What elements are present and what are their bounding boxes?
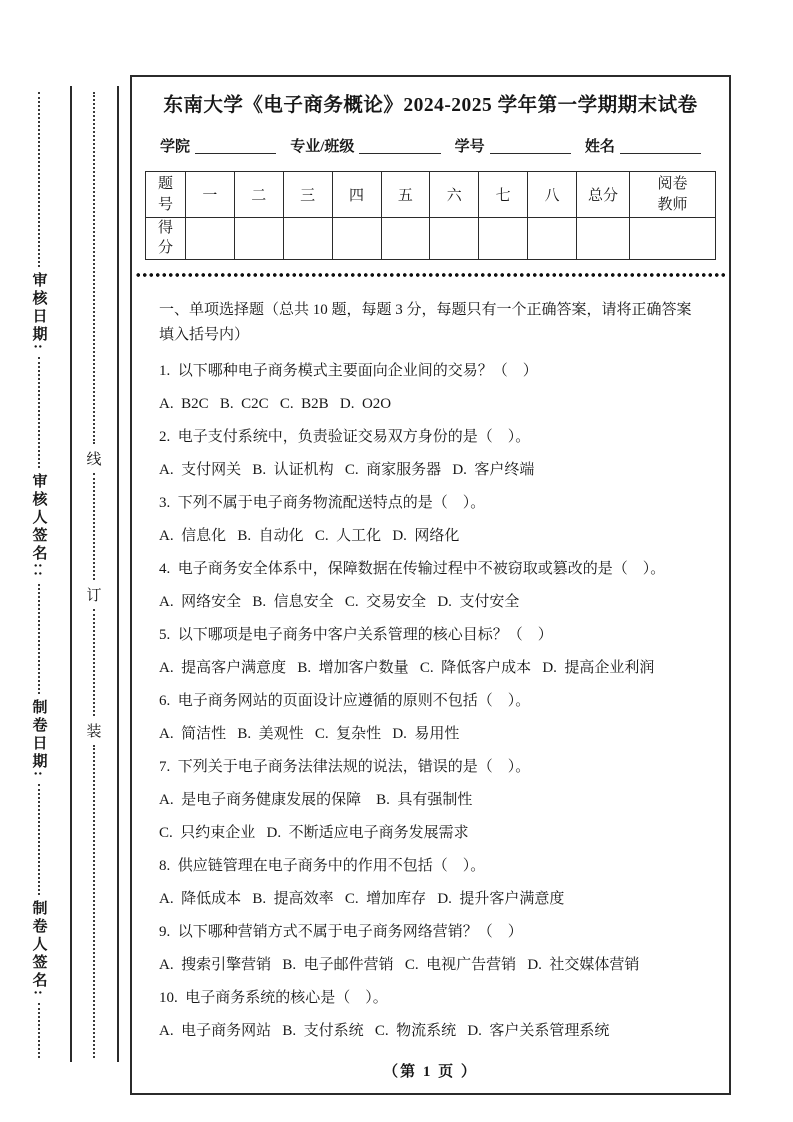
info-field-label: 学院: [160, 139, 191, 155]
score-table-empty-cell: [577, 218, 630, 260]
option-line: A. B2C B. C2C C. B2B D. O2O: [159, 395, 392, 412]
score-table-column-header: 六: [430, 172, 479, 218]
score-table-column-header: 八: [528, 172, 577, 218]
question-text: 8. 供应链管理在电子商务中的作用不包括（ ）。: [159, 857, 486, 874]
margin-label: 制卷日期:: [30, 699, 47, 780]
question-text: 6. 电子商务网站的页面设计应遵循的原则不包括（ ）。: [159, 692, 531, 709]
question-text: 5. 以下哪项是电子商务中客户关系管理的核心目标？（ ）: [159, 626, 553, 643]
score-table-column-header: 二: [234, 172, 283, 218]
score-table-score-label: 得分: [146, 218, 186, 260]
info-field-label: 姓名: [584, 139, 615, 155]
vertical-dotted-line: [38, 784, 40, 895]
margin-label: 审核日期:: [30, 272, 47, 353]
vertical-dotted-line: [38, 92, 40, 267]
score-table-column-header: 三: [283, 172, 332, 218]
option-line: A. 搜索引擎营销 B. 电子邮件营销 C. 电视广告营销 D. 社交媒体营销: [159, 956, 640, 973]
info-field-label: 学号: [454, 139, 485, 155]
option-line: C. 只约束企业 D. 不断适应电子商务发展需求: [159, 824, 469, 841]
vertical-dotted-line: [38, 357, 40, 468]
section-heading: 一、单项选择题（总共 10 题，每题 3 分，每题只有一个正确答案，请将正确答案填入括号内）: [159, 301, 692, 343]
option-line: A. 支付网关 B. 认证机构 C. 商家服务器 D. 客户终端: [159, 461, 535, 478]
option-line: A. 简洁性 B. 美观性 C. 复杂性 D. 易用性: [159, 725, 460, 742]
vertical-dotted-line: [93, 609, 95, 716]
binding-fold-column: [82, 92, 106, 1058]
score-table-empty-cell: [332, 218, 381, 260]
option-line: A. 提高客户满意度 B. 增加客户数量 C. 降低客户成本 D. 提高企业利润: [159, 659, 655, 676]
question-text: 3. 下列不属于电子商务物流配送特点的是（ ）。: [159, 494, 486, 511]
page-number: （第 1 页 ）: [383, 1064, 478, 1080]
score-table-column-header: 一: [186, 172, 235, 218]
score-table-empty-cell: [479, 218, 528, 260]
vertical-dotted-line: [93, 92, 95, 444]
info-field-blank: [620, 153, 701, 154]
vertical-dotted-line: [93, 473, 95, 580]
vertical-dotted-line: [38, 584, 40, 695]
info-field-blank: [195, 153, 276, 154]
score-table-empty-cell: [630, 218, 716, 260]
vertical-rule-left: [70, 86, 72, 1062]
margin-label: 审核人签名::: [30, 472, 47, 579]
margin-label-column: [20, 92, 58, 1058]
option-line: A. 电子商务网站 B. 支付系统 C. 物流系统 D. 客户关系管理系统: [159, 1022, 610, 1039]
score-table: [145, 171, 716, 260]
score-table-empty-cell: [186, 218, 235, 260]
score-table-column-header: 七: [479, 172, 528, 218]
info-field-label: 专业/班级: [290, 139, 355, 155]
student-info-row: [160, 134, 703, 156]
option-line: A. 网络安全 B. 信息安全 C. 交易安全 D. 支付安全: [159, 593, 520, 610]
info-field-blank: [490, 153, 571, 154]
questions-area: [159, 355, 703, 1048]
score-table-empty-cell: [234, 218, 283, 260]
question-text: 2. 电子支付系统中，负责验证交易双方身份的是（ ）。: [159, 428, 531, 445]
score-table-empty-cell: [283, 218, 332, 260]
exam-content: [159, 298, 703, 1048]
question-text: 4. 电子商务安全体系中，保障数据在传输过程中不被窃取或篡改的是（ ）。: [159, 560, 666, 577]
binding-fold-char: 装: [86, 724, 102, 741]
score-table-empty-cell: [528, 218, 577, 260]
vertical-dotted-line: [93, 745, 95, 1058]
score-table-grader-header: 阅卷教师: [630, 172, 716, 218]
option-line: A. 降低成本 B. 提高效率 C. 增加库存 D. 提升客户满意度: [159, 890, 565, 907]
vertical-rule-right: [117, 86, 119, 1062]
dotted-separator: [135, 273, 726, 277]
score-table-column-header: 四: [332, 172, 381, 218]
info-field-blank: [359, 153, 440, 154]
score-table-empty-cell: [381, 218, 430, 260]
question-text: 9. 以下哪种营销方式不属于电子商务网络营销？（ ）: [159, 923, 523, 940]
option-line: A. 信息化 B. 自动化 C. 人工化 D. 网络化: [159, 527, 460, 544]
question-text: 10. 电子商务系统的核心是（ ）。: [159, 989, 388, 1006]
score-table-column-header: 五: [381, 172, 430, 218]
question-text: 7. 下列关于电子商务法律法规的说法，错误的是（ ）。: [159, 758, 531, 775]
margin-label: 制卷人签名:: [30, 899, 47, 998]
binding-fold-char: 订: [86, 588, 102, 605]
exam-sheet: [130, 75, 731, 1095]
score-table-corner-cell: 题号: [146, 172, 186, 218]
binding-fold-char: 线: [86, 451, 102, 468]
exam-title: 东南大学《电子商务概论》2024-2025 学年第一学期期末试卷: [163, 95, 698, 116]
option-line: A. 是电子商务健康发展的保障 B. 具有强制性: [159, 791, 473, 808]
score-table-empty-cell: [430, 218, 479, 260]
vertical-dotted-line: [38, 1003, 40, 1058]
score-table-total-header: 总分: [577, 172, 630, 218]
question-text: 1. 以下哪种电子商务模式主要面向企业间的交易？（ ）: [159, 362, 538, 379]
